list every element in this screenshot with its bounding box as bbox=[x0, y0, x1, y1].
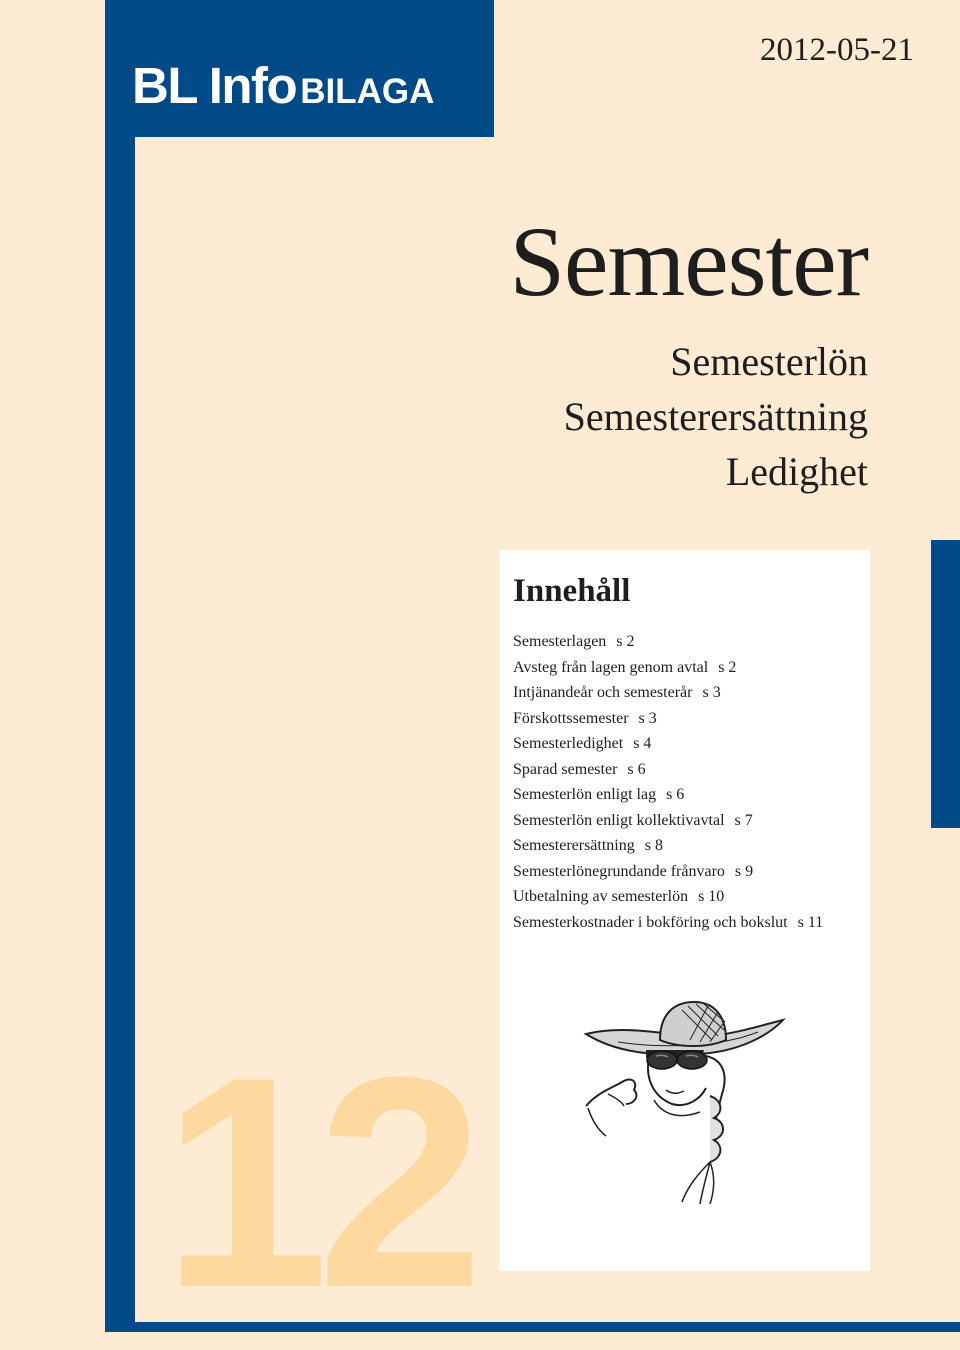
toc-item[interactable] bbox=[513, 731, 823, 757]
issue-number: 12 bbox=[162, 1014, 472, 1350]
toc-item-page: s 3 bbox=[702, 684, 721, 701]
toc-list bbox=[513, 629, 823, 935]
toc-item[interactable] bbox=[513, 782, 823, 808]
page-title: Semester bbox=[509, 206, 868, 317]
left-accent-bar bbox=[105, 0, 135, 1332]
toc-item[interactable] bbox=[513, 655, 823, 681]
toc-item-page: s 6 bbox=[627, 760, 646, 778]
toc-item-label: Förskottssemester bbox=[513, 709, 629, 727]
toc-item-label: Semesterlön enligt kollektivavtal bbox=[513, 811, 725, 829]
sunhat-person-illustration bbox=[578, 996, 788, 1206]
toc-item-label: Utbetalning av semesterlön bbox=[513, 888, 689, 905]
brand-tag: BILAGA bbox=[300, 72, 435, 111]
toc-item[interactable] bbox=[513, 910, 823, 936]
toc-item-page: s 4 bbox=[633, 735, 652, 752]
toc-item-label: Avsteg från lagen genom avtal bbox=[513, 658, 709, 676]
toc-item-page: s 7 bbox=[734, 811, 753, 829]
publication-date: 2012-05-21 bbox=[760, 32, 914, 68]
right-accent-tab bbox=[931, 540, 960, 828]
toc-item-label: Semesterlönegrundande frånvaro bbox=[513, 862, 725, 880]
subtitle-block bbox=[564, 334, 868, 499]
toc-item-page: s 11 bbox=[797, 913, 824, 931]
toc-item-label: Intjänandeår och semesterår bbox=[513, 684, 693, 701]
toc-item-page: s 8 bbox=[644, 837, 663, 854]
brand-name: BL Info bbox=[132, 57, 297, 114]
subtitle-line: Ledighet bbox=[725, 449, 868, 494]
toc-item-label: Semesterlön enligt lag bbox=[513, 786, 657, 803]
toc-heading: Innehåll bbox=[513, 573, 631, 609]
toc-item-page: s 10 bbox=[698, 888, 725, 905]
toc-item-page: s 9 bbox=[734, 862, 754, 880]
toc-item[interactable] bbox=[513, 680, 823, 706]
brand-logo bbox=[132, 57, 435, 114]
toc-item[interactable] bbox=[513, 706, 823, 732]
toc-item[interactable] bbox=[513, 808, 823, 834]
subtitle-line: Semesterlön bbox=[670, 339, 868, 384]
toc-item[interactable] bbox=[513, 757, 823, 783]
toc-item-label: Semesterlagen bbox=[513, 633, 607, 650]
toc-item-page: s 3 bbox=[638, 709, 657, 727]
toc-item[interactable] bbox=[513, 833, 823, 859]
toc-item[interactable] bbox=[513, 884, 823, 910]
toc-item-page: s 6 bbox=[666, 786, 685, 803]
toc-item-page: s 2 bbox=[616, 633, 635, 650]
subtitle-line: Semesterersättning bbox=[563, 394, 868, 439]
toc-item[interactable] bbox=[513, 859, 823, 885]
toc-item-label: Sparad semester bbox=[513, 760, 618, 778]
brand-banner bbox=[105, 0, 494, 137]
toc-item-label: Semesterersättning bbox=[513, 837, 635, 854]
toc-item-page: s 2 bbox=[718, 658, 737, 676]
toc-item[interactable] bbox=[513, 629, 823, 655]
toc-item-label: Semesterledighet bbox=[513, 735, 624, 752]
toc-item-label: Semesterkostnader i bokföring och bokslut bbox=[513, 913, 788, 931]
